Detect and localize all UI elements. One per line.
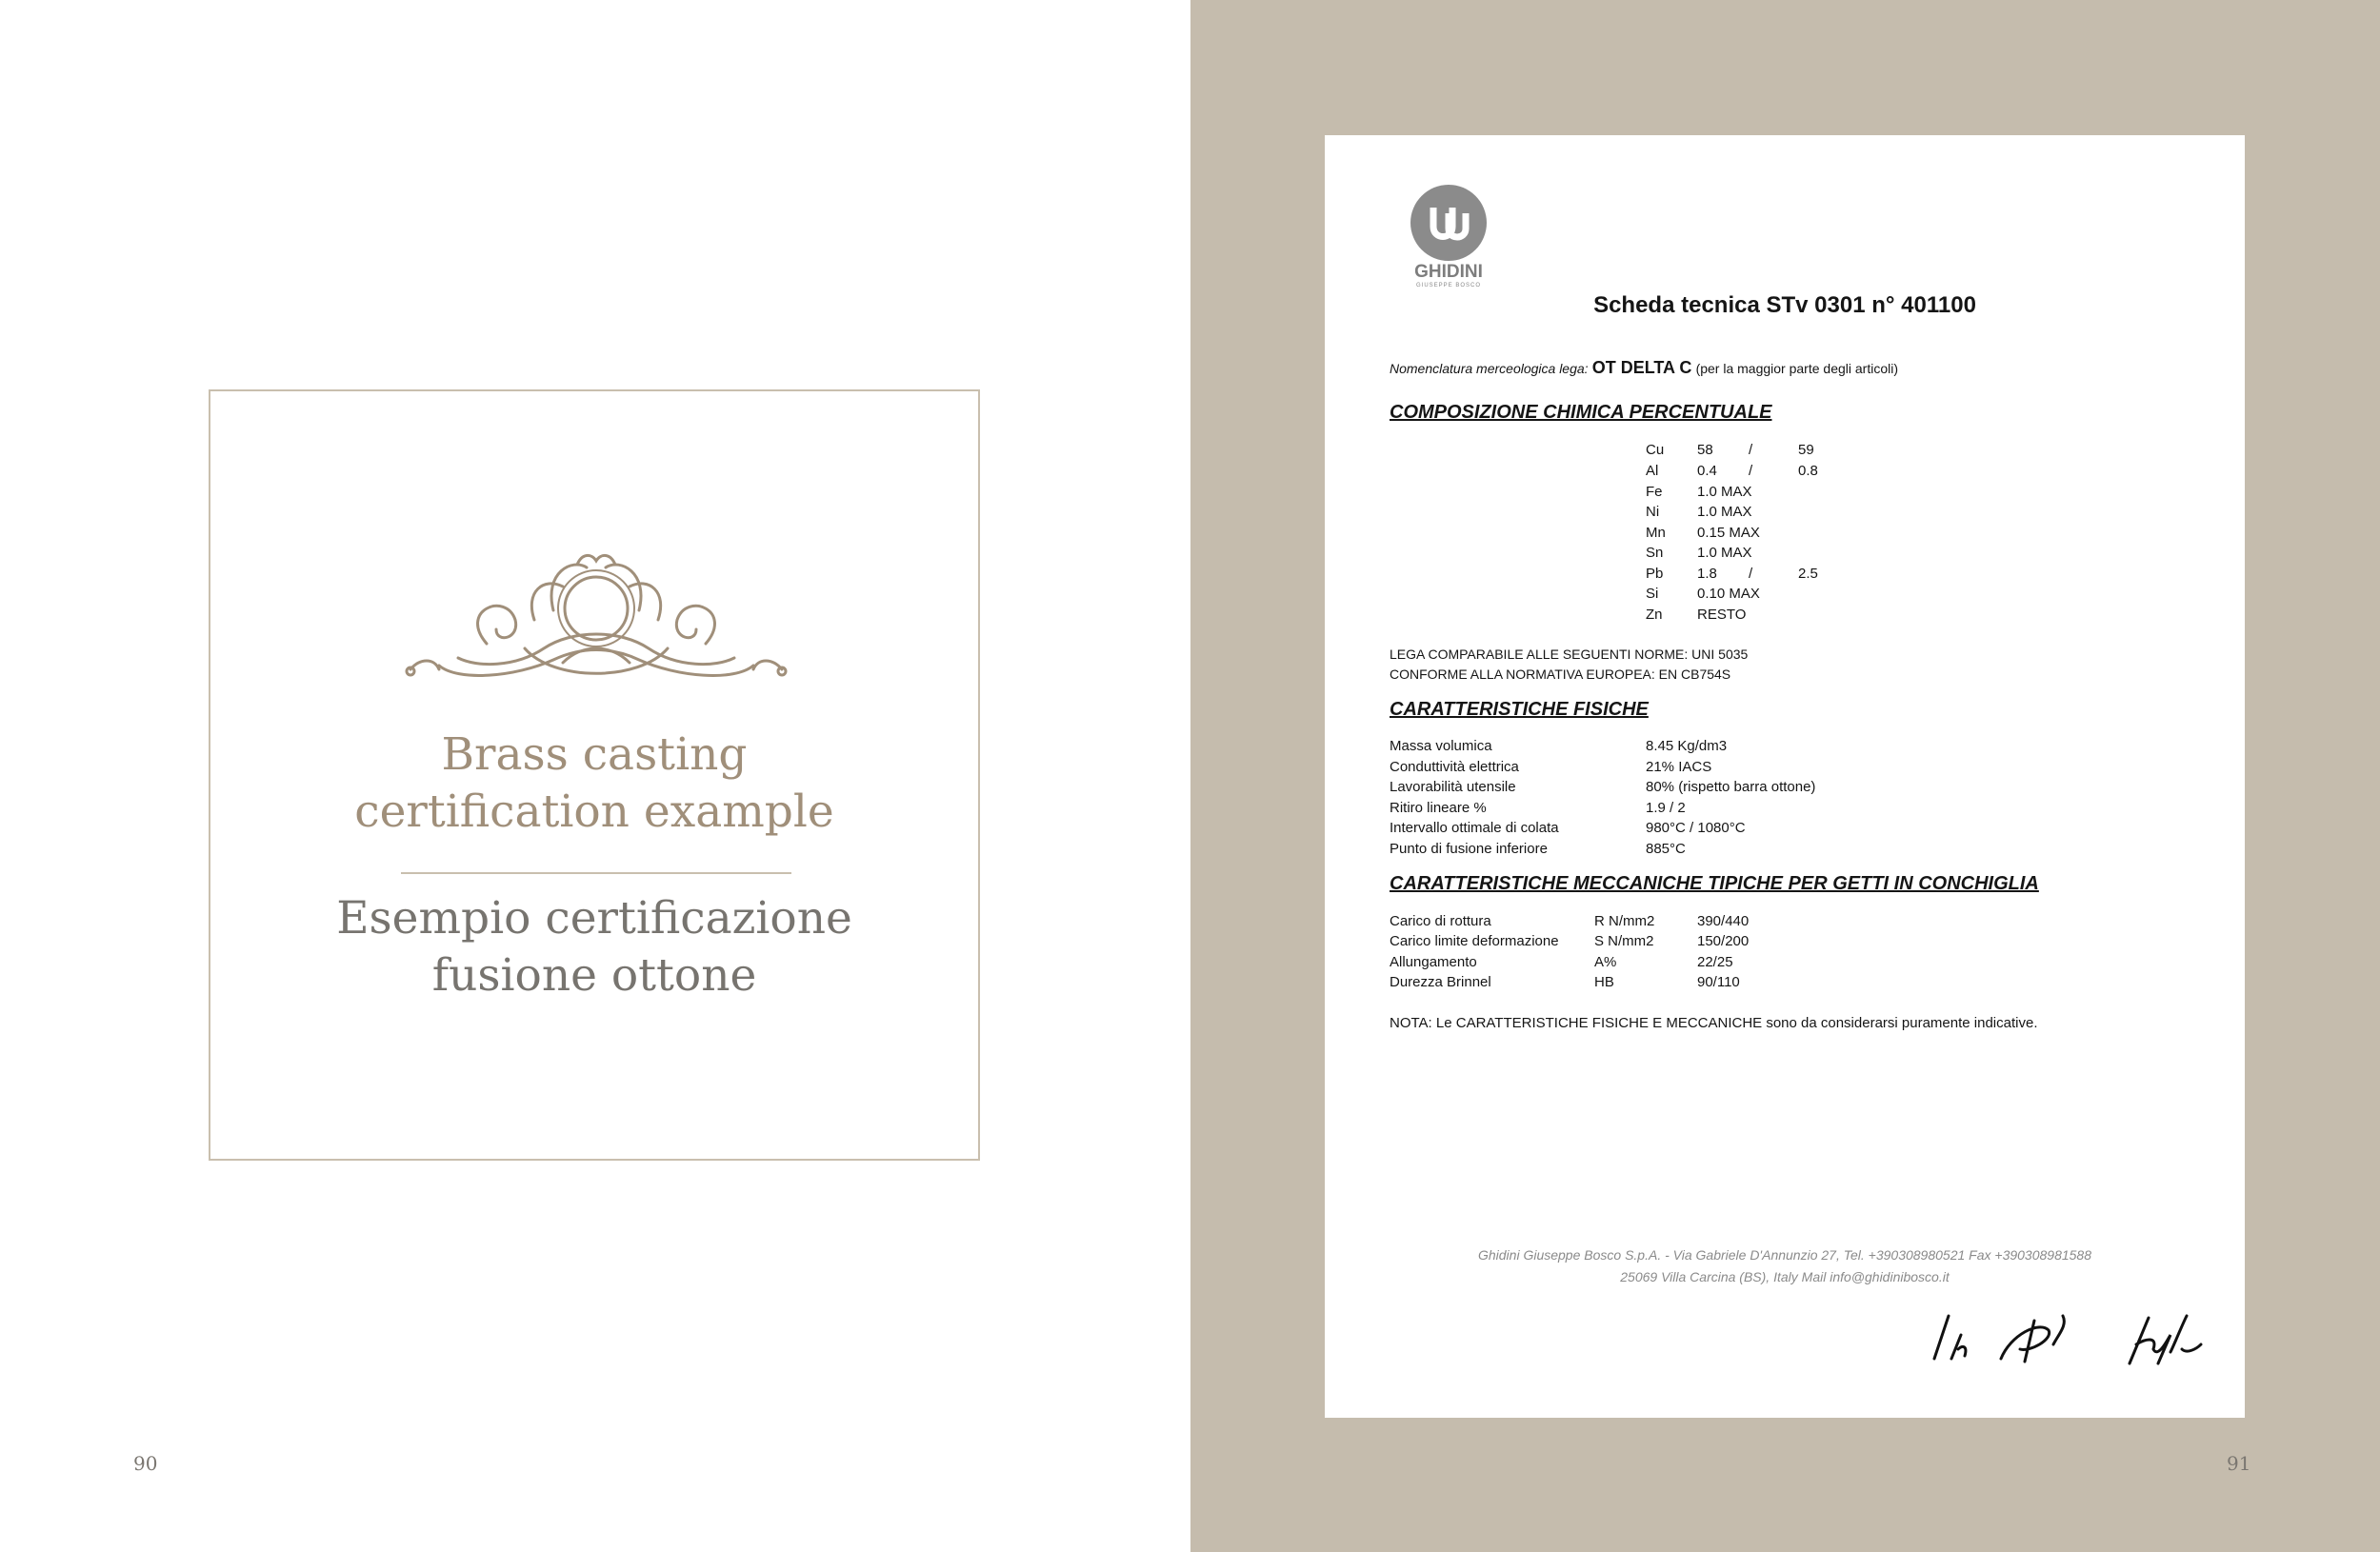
comp-sep: / [1749,442,1753,458]
phys-value: 80% (rispetto barra ottone) [1646,779,1816,795]
comp-element: Ni [1646,504,1660,520]
nomenclatura-value: OT DELTA C [1591,358,1692,377]
mech-value: 90/110 [1697,974,1740,990]
title-italian [210,890,978,1005]
phys-value: 21% IACS [1646,759,1712,775]
logo-subtitle: GIUSEPPE BOSCO [1415,283,1481,289]
comp-min: 1.0 MAX [1697,545,1752,561]
phys-value: 8.45 Kg/dm3 [1646,738,1728,754]
phys-value: 1.9 / 2 [1646,800,1686,816]
section-title-composition: COMPOSIZIONE CHIMICA PERCENTUALE [1390,402,1772,423]
title-frame [209,389,980,1161]
mech-unit: R N/mm2 [1594,913,1655,929]
phys-value: 885°C [1646,841,1686,857]
title-en-line: certification example [354,786,834,838]
title-it-line: Esempio certificazione [336,892,852,945]
nomenclatura-label: Nomenclatura merceologica lega: [1390,361,1589,376]
comp-element: Al [1646,463,1659,479]
mech-label: Carico di rottura [1390,913,1491,929]
logo-name: GHIDINI [1414,262,1483,282]
phys-label: Lavorabilità utensile [1390,779,1516,795]
mech-value: 390/440 [1697,913,1750,929]
footer-address: 25069 Villa Carcina (BS), Italy Mail info@ghidinibosco.it [1620,1269,1950,1284]
norme-line: LEGA COMPARABILE ALLE SEGUENTI NORME: UNI 5035 [1390,647,1749,662]
comp-min: RESTO [1697,607,1747,623]
title-divider [401,872,791,874]
comp-min: 0.15 MAX [1697,525,1760,541]
comp-sep: / [1749,566,1753,582]
comp-max: 59 [1798,442,1814,458]
company-logo [1403,185,1494,289]
nomenclatura-note: (per la maggior parte degli articoli) [1695,361,1898,376]
comp-max: 0.8 [1798,463,1818,479]
comp-max: 2.5 [1798,566,1818,582]
mech-value: 22/25 [1697,954,1733,970]
comp-element: Si [1646,586,1659,602]
page-number-left: 90 [133,1452,158,1475]
comp-min: 1.8 [1697,566,1717,582]
comp-element: Mn [1646,525,1666,541]
comp-element: Sn [1646,545,1664,561]
phys-label: Conduttività elettrica [1390,759,1519,775]
comp-min: 1.0 MAX [1697,504,1752,520]
title-it-line: fusione ottone [431,949,757,1002]
phys-label: Massa volumica [1390,738,1492,754]
logo-mark-icon [1410,185,1487,261]
mech-unit: A% [1594,954,1617,970]
comp-element: Zn [1646,607,1663,623]
phys-label: Ritiro lineare % [1390,800,1487,816]
mech-label: Carico limite deformazione [1390,933,1559,949]
decorative-ornament-icon [401,553,791,686]
comp-sep: / [1749,463,1753,479]
footer-address: Ghidini Giuseppe Bosco S.p.A. - Via Gabriele D'Annunzio 27, Tel. +390308980521 Fax +390308981588 [1477,1247,2092,1263]
page-number-right: 91 [2227,1452,2251,1475]
comp-min: 0.4 [1697,463,1717,479]
mech-label: Allungamento [1390,954,1477,970]
document-title: Scheda tecnica STv 0301 n° 401100 [1593,292,1976,318]
title-en-line: Brass casting [441,728,748,781]
comp-min: 0.10 MAX [1697,586,1760,602]
mech-label: Durezza Brinnel [1390,974,1491,990]
section-title-mechanical: CARATTERISTICHE MECCANICHE TIPICHE PER GETTI IN CONCHIGLIA [1390,873,2039,894]
section-title-physical: CARATTERISTICHE FISICHE [1390,699,1649,720]
certification-document [1325,135,2245,1418]
signature-icon [1915,1306,2210,1373]
mech-unit: S N/mm2 [1594,933,1654,949]
norme-line: CONFORME ALLA NORMATIVA EUROPEA: EN CB754S [1390,667,1731,682]
comp-element: Cu [1646,442,1665,458]
nota-line: NOTA: Le CARATTERISTICHE FISICHE E MECCANICHE sono da considerarsi puramente indicative. [1390,1015,2038,1031]
phys-label: Intervallo ottimale di colata [1390,820,1559,836]
mech-unit: HB [1594,974,1614,990]
comp-min: 1.0 MAX [1697,484,1752,500]
nomenclatura-line [1390,359,1898,378]
mech-value: 150/200 [1697,933,1750,949]
comp-element: Fe [1646,484,1663,500]
phys-value: 980°C / 1080°C [1646,820,1746,836]
comp-element: Pb [1646,566,1664,582]
phys-label: Punto di fusione inferiore [1390,841,1548,857]
comp-min: 58 [1697,442,1713,458]
title-english [210,726,978,841]
